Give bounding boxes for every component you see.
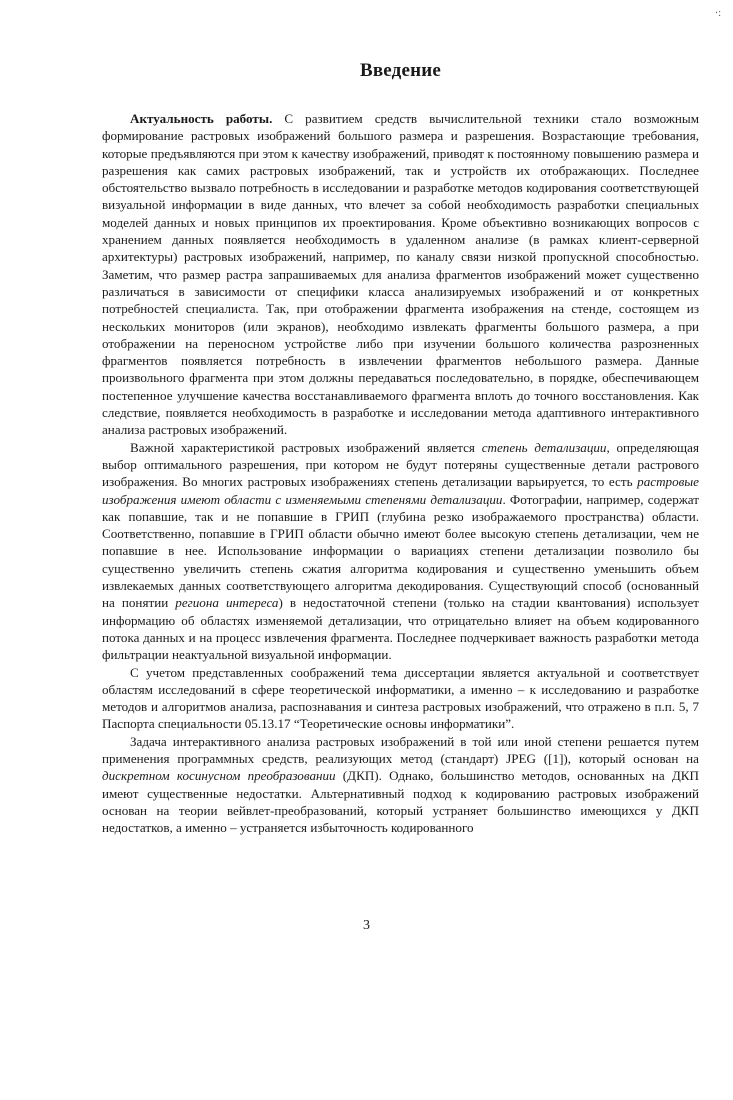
- italic-term: дискретном косинусном преобразовании: [102, 768, 336, 784]
- paragraph-text: Важной характеристикой растровых изображений является: [130, 439, 482, 455]
- paragraph-text: ) в недостаточной степени (только на стадии квантования) использует информацию об областях изменяемой детализации, что отрицательно влияет на объем кодированного потока данных и на процесс извлечения фрагмента. Последнее подчеркивает важность разработки метода фильтрации неактуальной визуальной информации.: [102, 595, 699, 663]
- page-number: 3: [363, 918, 370, 933]
- paragraph: [102, 439, 699, 664]
- paragraph: [102, 110, 699, 439]
- document-page: [102, 60, 699, 836]
- paragraph: [102, 733, 699, 837]
- paragraph-text: Задача интерактивного анализа растровых изображений в той или иной степени решается путем применения программных средств, реализующих метод (стандарт) JPEG ([1]), который основан на: [102, 733, 699, 766]
- paragraph-text: (ДКП). Однако, большинство методов, основанных на ДКП имеют существенные недостатки. Альтернативный подход к кодированию растровых изображений основан на теории вейвлет-преобразований, который устраняет большинство имеющихся у ДКП недостатков, а именно – устраняется избыточность кодированного: [102, 768, 699, 836]
- paragraph-lead-heading: Актуальность работы.: [130, 111, 273, 126]
- italic-term: растровые изображения имеют области с изменяемыми степенями детализации: [102, 474, 699, 507]
- italic-term: степень детализации: [481, 439, 607, 455]
- paragraph-text: , определяющая выбор оптимального разрешения, при котором не будут потеряны существенные детали растрового изображения. Во многих растровых изображениях степень детализации варьируется, то есть: [102, 439, 699, 490]
- page-title: Введение: [359, 60, 442, 81]
- paragraph-text: . Фотографии, например, содержат как попавшие, так и не попавшие в ГРИП (глубина резко изображаемого пространства) области. Соответственно, попавшие в ГРИП области обычно имеют более высокую степень детализации, чем не попавшие в нее. Использование информации о вариациях степени детализации позволило бы существенно увеличить степень сжатия алгоритма кодирования и существенно уменьшить объем извлекаемых данных соответствующего алгоритма декодирования. Существующий способ (основанный на понятии: [102, 491, 699, 611]
- document-body: [102, 110, 699, 836]
- paragraph: [102, 664, 699, 733]
- italic-term: региона интереса: [175, 595, 279, 611]
- paragraph-text: С развитием средств вычислительной техники стало возможным формирование растровых изображений большого размера и разрешения. Возрастающие требования, которые предъявляются при этом к качеству изображений, приводят к постоянному повышению размера и разрешения как самих растровых изображений, так и устройств их отображающих. Последнее обстоятельство вызвало потребность в исследовании и разработке методов кодирования соответствующей визуальной информации в виде данных, что влечет за собой необходимость разработки специальных моделей данных и новых принципов их проектирования. Кроме объективно возникающих вопросов с хранением данных появляется необходимость в удаленном анализе (в рамках клиент-серверной архитектуры) растровых изображений, например, по каналу связи низкой пропускной способностью. Заметим, что размер растра запрашиваемых для анализа фрагментов изображений может существенно различаться в зависимости от специфики класса анализируемых изображений и от конкретных потребностей специалиста. Так, при отображении фрагмента изображения на стенде, состоящем из нескольких мониторов (или экранов), необходимо извлекать фрагменты большого размера, а при отображении на переносном устройстве либо при изучении большого количества разрозненных фрагментов появляется потребность в извлечении фрагментов небольшого размера. Данные произвольного фрагмента при этом должны передаваться последовательно, в порядке, обеспечивающем постепенное улучшение качества восстанавливаемого фрагмента вплоть до точного восстановления. Как следствие, появляется необходимость в разработке и исследовании метода адаптивного интерактивного анализа растровых изображений.: [102, 111, 699, 438]
- corner-mark: ·:: [714, 8, 721, 19]
- paragraph-text: С учетом представленных соображений тема диссертации является актуальной и соответствует областям исследований в сфере теоретической информатики, а именно – к исследованию и разработке методов и алгоритмов анализа, распознавания и синтеза растровых изображений, что отражено в п.п. 5, 7 Паспорта специальности 05.13.17 “Теоретические основы информатики”.: [102, 664, 699, 732]
